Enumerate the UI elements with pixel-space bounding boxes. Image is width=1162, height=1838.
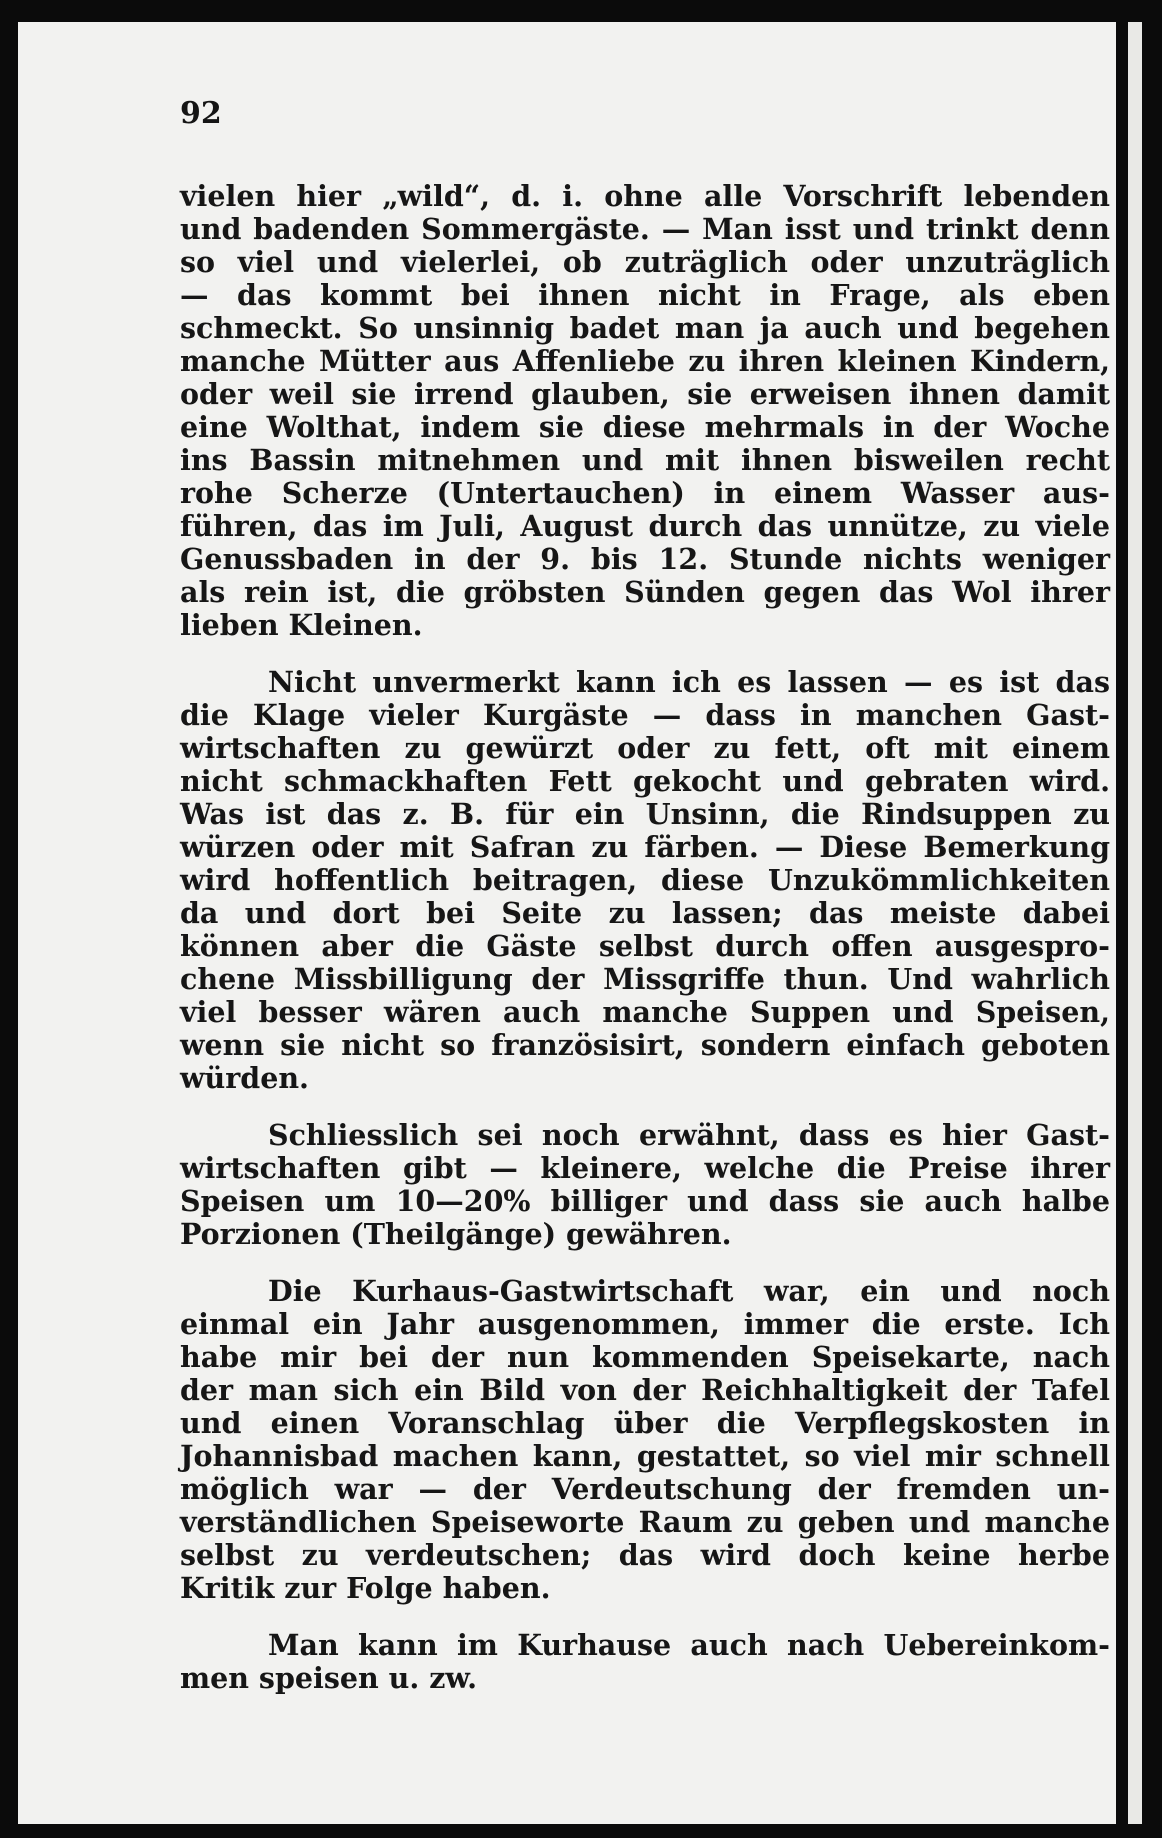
text-line: Kritik zur Folge haben. (180, 1571, 551, 1605)
text-line: würzen oder mit Safran zu färben. — Diese Bemerkung (180, 830, 1110, 864)
paragraph-gap (180, 642, 1110, 666)
text-line: da und dort bei Seite zu lassen; das meiste dabei (180, 896, 1110, 930)
text-line: habe mir bei der nun kommenden Speisekarte, nach (180, 1340, 1110, 1374)
text-line: Was ist das z. B. für ein Unsinn, die Rindsuppen zu (180, 797, 1110, 831)
paragraph-gap (180, 1095, 1110, 1119)
adjacent-page-edge (1128, 22, 1142, 1824)
text-line: verständlichen Speiseworte Raum zu geben und manche (180, 1505, 1110, 1539)
text-line: Schliesslich sei noch erwähnt, dass es hier Gast- (268, 1118, 1110, 1152)
paragraph-gap (180, 1605, 1110, 1629)
text-line: möglich war — der Verdeutschung der fremden un- (180, 1472, 1110, 1506)
text-line: Man kann im Kurhause auch nach Uebereinkom- (268, 1628, 1110, 1662)
text-line: Nicht unvermerkt kann ich es lassen — es ist das (268, 665, 1110, 699)
paragraph (180, 1119, 1110, 1251)
text-line: einmal ein Jahr ausgenommen, immer die erste. Ich (180, 1307, 1110, 1341)
text-line: und einen Voranschlag über die Verpflegskosten in (180, 1406, 1110, 1440)
text-line: würden. (180, 1061, 309, 1095)
text-line: nicht schmackhaften Fett gekocht und gebraten wird. (180, 764, 1110, 798)
book-page (18, 22, 1116, 1824)
text-line: wenn sie nicht so französisirt, sondern einfach geboten (180, 1028, 1110, 1062)
text-line: Die Kurhaus-Gastwirtschaft war, ein und noch (268, 1274, 1110, 1308)
body-text (180, 180, 1110, 1695)
text-line: als rein ist, die gröbsten Sünden gegen das Wol ihrer (180, 575, 1110, 609)
text-line: Speisen um 10—20% billiger und dass sie auch halbe (180, 1184, 1110, 1218)
text-line: der man sich ein Bild von der Reichhaltigkeit der Tafel (180, 1373, 1110, 1407)
text-line: können aber die Gäste selbst durch offen ausgespro- (180, 929, 1110, 963)
text-line: wirtschaften gibt — kleinere, welche die Preise ihrer (180, 1151, 1110, 1185)
text-line: rohe Scherze (Untertauchen) in einem Wasser aus- (180, 476, 1110, 510)
page-number: 92 (180, 96, 222, 131)
text-line: und badenden Sommergäste. — Man isst und trinkt denn (180, 212, 1110, 246)
text-line: manche Mütter aus Affenliebe zu ihren kleinen Kindern, (180, 344, 1110, 378)
text-line: wirtschaften zu gewürzt oder zu fett, oft mit einem (180, 731, 1110, 765)
text-line: führen, das im Juli, August durch das unnütze, zu viele (180, 509, 1110, 543)
text-line: selbst zu verdeutschen; das wird doch keine herbe (180, 1538, 1110, 1572)
paragraph (180, 180, 1110, 642)
text-line: schmeckt. So unsinnig badet man ja auch und begehen (180, 311, 1110, 345)
text-line: oder weil sie irrend glauben, sie erweisen ihnen damit (180, 377, 1110, 411)
text-line: viel besser wären auch manche Suppen und Speisen, (180, 995, 1110, 1029)
text-line: Genussbaden in der 9. bis 12. Stunde nichts weniger (180, 542, 1110, 576)
text-line: so viel und vielerlei, ob zuträglich oder unzuträglich (180, 245, 1110, 279)
text-line: ins Bassin mitnehmen und mit ihnen bisweilen recht (180, 443, 1110, 477)
paragraph (180, 1629, 1110, 1695)
text-line: Porzionen (Theilgänge) gewähren. (180, 1217, 732, 1251)
text-line: men speisen u. zw. (180, 1661, 478, 1695)
text-line: wird hoffentlich beitragen, diese Unzukömmlichkeiten (180, 863, 1110, 897)
text-line: lieben Kleinen. (180, 608, 423, 642)
text-line: chene Missbilligung der Missgriffe thun. Und wahrlich (180, 962, 1110, 996)
text-line: vielen hier „wild“, d. i. ohne alle Vorschrift lebenden (180, 179, 1110, 213)
text-line: eine Wolthat, indem sie diese mehrmals in der Woche (180, 410, 1110, 444)
text-line: — das kommt bei ihnen nicht in Frage, als eben (180, 278, 1110, 312)
paragraph-gap (180, 1251, 1110, 1275)
text-line: Johannisbad machen kann, gestattet, so viel mir schnell (180, 1439, 1110, 1473)
paragraph (180, 666, 1110, 1095)
text-line: die Klage vieler Kurgäste — dass in manchen Gast- (180, 698, 1110, 732)
paragraph (180, 1275, 1110, 1605)
